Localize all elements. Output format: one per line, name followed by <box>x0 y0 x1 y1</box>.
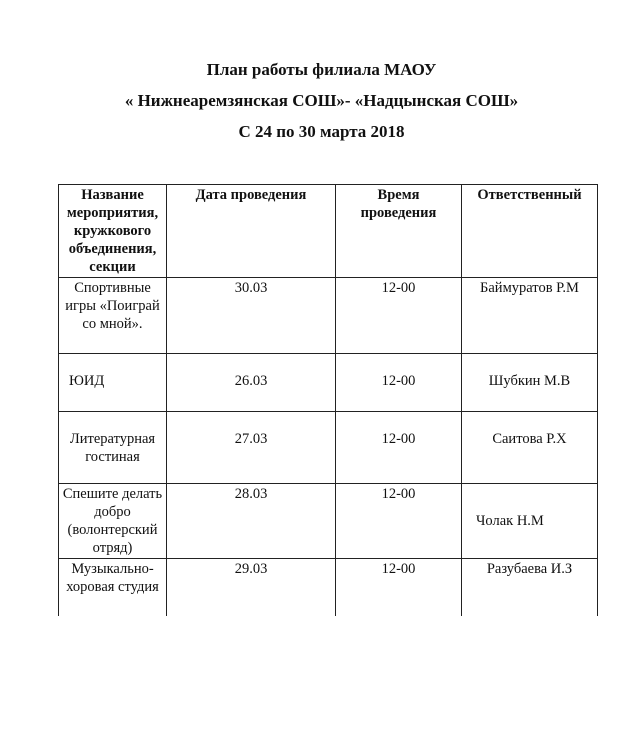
date-cell: 30.03 <box>167 278 336 354</box>
table-row <box>59 412 598 484</box>
table-row <box>59 559 598 616</box>
table-row <box>59 354 598 412</box>
header-date: Дата проведения <box>167 185 336 278</box>
title-line-2: « Нижнеаремзянская СОШ»- «Надцынская СОШ» <box>124 91 519 110</box>
time-cell: 12-00 <box>336 354 462 412</box>
event-cell: Спешите делать добро (волонтерский отряд) <box>59 484 167 559</box>
date-cell: 29.03 <box>167 559 336 616</box>
responsible-cell: Разубаева И.З <box>462 559 598 616</box>
schedule-table <box>58 184 598 616</box>
title-line-1: План работы филиала МАОУ <box>206 60 437 79</box>
table-header-row <box>59 185 598 278</box>
table-row <box>59 278 598 354</box>
date-cell: 28.03 <box>167 484 336 559</box>
date-cell: 27.03 <box>167 412 336 484</box>
header-time: Время проведения <box>336 185 462 278</box>
title-line-3: С 24 по 30 марта 2018 <box>238 122 405 141</box>
header-event: Название мероприятия, кружкового объединения, секции <box>59 185 167 278</box>
time-cell: 12-00 <box>336 559 462 616</box>
header-responsible: Ответственный <box>462 185 598 278</box>
responsible-cell: Саитова Р.Х <box>462 412 598 484</box>
table-row <box>59 484 598 559</box>
responsible-cell: Баймуратов Р.М <box>462 278 598 354</box>
date-cell: 26.03 <box>167 354 336 412</box>
responsible-cell: Чолак Н.М <box>462 484 598 559</box>
time-cell: 12-00 <box>336 278 462 354</box>
event-cell: Музыкально-хоровая студия <box>59 559 167 616</box>
event-cell: Спортивные игры «Поиграй со мной». <box>59 278 167 354</box>
event-cell: ЮИД <box>59 354 167 412</box>
time-cell: 12-00 <box>336 412 462 484</box>
event-cell: Литературная гостиная <box>59 412 167 484</box>
responsible-cell: Шубкин М.В <box>462 354 598 412</box>
time-cell: 12-00 <box>336 484 462 559</box>
